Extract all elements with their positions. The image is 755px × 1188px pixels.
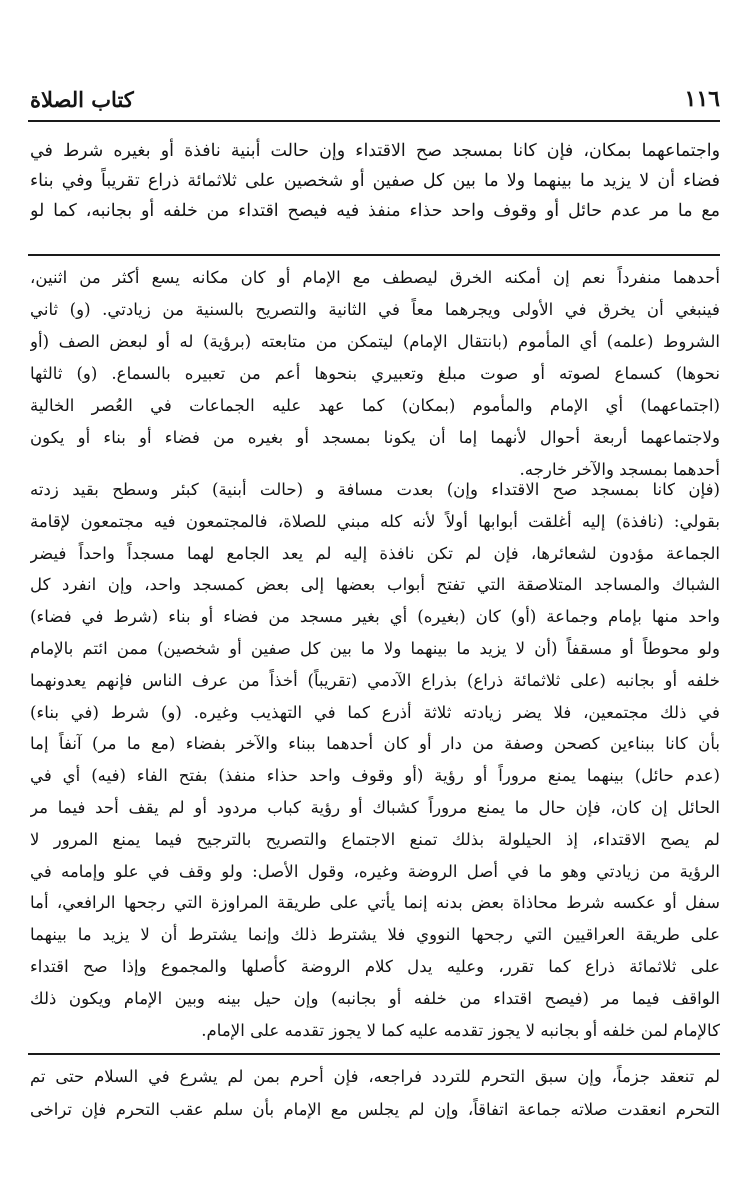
matn-line: واجتماعهما بمكان، فإن كانا بمسجد صح الاقتداء وإن حالت أبنية نافذة أو بغيره شرط في bbox=[30, 141, 720, 161]
footnote-line: التحرم انعقدت صلاته جماعة اتفاقاً، وإن لم يجلس مع الإمام بأن سلم عقب التحرم فإن تراخى bbox=[30, 1100, 720, 1119]
matn-line: فضاء أن لا يزيد ما بينهما ولا ما بين كل صفين أو شخصين على ثلاثمائة ذراع تقريباً وفي بناء bbox=[30, 171, 720, 191]
commentary-line: خلفه أو بجانبه (على ثلاثمائة ذراع) بذراع الآدمي (تقريباً) أخذاً من عرف الناس فإنهم يعدونهما bbox=[30, 670, 720, 690]
commentary-line: ولو محوطاً أو مسقفاً (أن لا يزيد ما بينهما ولا ما بين كل صفين أو شخصين) ممن ائتم بالإمام bbox=[30, 638, 720, 658]
matn-divider-rule bbox=[28, 254, 720, 256]
page-header bbox=[30, 84, 720, 114]
commentary-line: بأن كانا ببناءين كصحن وصفة من دار أو كان أحدهما ببناء والآخر بفضاء (مع ما مر) آنفاً إما bbox=[30, 734, 720, 754]
commentary-line: أحدهما بمسجد والآخر خارجه. bbox=[519, 460, 720, 479]
commentary-section-2 bbox=[30, 474, 720, 1046]
commentary-line: فينبغي أن يخرق في الأولى ويجرهما معاً في الثانية والتصريح بالسنية من زيادتي. (و) ثاني bbox=[30, 300, 720, 319]
page-number: ١١٦ bbox=[684, 86, 720, 112]
commentary-line: الجماعة مؤدون لشعائرها، فإن لم تكن نافذة إليه لم يعد الجامع لهما مسجداً واحداً فيضر bbox=[30, 543, 720, 563]
matn-line: مع ما مر عدم حائل أو وقوف واحد حذاء منفذ فيه فيصح اقتداء من خلفه أو بجانبه، كما لو bbox=[30, 201, 720, 221]
commentary-line: على طريقة العراقيين التي رجحها النووي فلا يشترط ذلك وإنما يشترط أن لا يزيد ما بينهما bbox=[30, 925, 720, 945]
commentary-line: الشروط (علمه) أي المأموم (بانتقال الإمام) ليتمكن من متابعته (برؤية) له أو لبعض الصف (أو bbox=[30, 332, 720, 351]
commentary-section-1 bbox=[30, 262, 720, 486]
commentary-line: بقولي: (نافذة) إليه أغلقت أبوابها أولاً لأنه كله مبني للصلاة، فالمجتمعون فيه مجتمعون لإقامة bbox=[30, 511, 720, 531]
commentary-line: (اجتماعهما) أي الإمام والمأموم (بمكان) كما عهد عليه الجماعات في العُصر الخالية bbox=[30, 396, 720, 415]
footnote-section bbox=[30, 1060, 720, 1126]
commentary-line: (عدم حائل) بينهما يمنع مروراً أو رؤية (أو وقوف واحد حذاء منفذ) بفتح الفاء (فيه) أي في bbox=[30, 766, 720, 786]
commentary-line: في ذلك مجتمعين، فلا يضر زيادته ثلاثة أذرع كما في التهذيب وغيره. (و) شرط (في بناء) bbox=[30, 702, 720, 722]
commentary-line: الرؤية من زيادتي وهو ما في أصل الروضة وغيره، وقول الأصل: ولو وقف في علو وإمامه في bbox=[30, 861, 720, 881]
commentary-line: لم يصح الاقتداء، إذ الحيلولة بذلك تمنع الاجتماع والتصريح بالترجيح فيما يمنع المرور لا bbox=[30, 829, 720, 849]
commentary-line: نحوها) كسماع لصوته أو صوت مبلغ وتعبيري بنحوها أعم من تعبيره بالسماع. (و) ثالثها bbox=[30, 364, 720, 383]
commentary-line: واحد منها بإمام وجماعة (أو) كان (بغيره) أي بغير مسجد من فضاء أو بناء (شرط في فضاء) bbox=[30, 607, 720, 627]
footnote-divider-rule bbox=[28, 1053, 720, 1055]
footnote-line: لم تنعقد جزماً، وإن سبق التحرم للتردد فراجعه، فإن أحرم بمن لم يشرع في السلام حتى تم bbox=[30, 1067, 720, 1086]
header-rule bbox=[28, 120, 720, 122]
commentary-line: كالإمام لمن خلفه أو بجانبه لا يجوز تقدمه عليه كما لا يجوز تقدمه على الإمام. bbox=[201, 1020, 720, 1040]
commentary-line: الحائل إن كان، فإن حال ما يمنع مروراً كشباك أو رؤية كباب مردود أو لم يقف أحد فيما مر bbox=[30, 797, 720, 817]
commentary-line: على ثلاثمائة ذراع كما تقرر، وعليه يدل كلام الروضة كأصلها والمجموع وإذا صح اقتداء bbox=[30, 956, 720, 976]
book-title: كتاب الصلاة bbox=[30, 86, 134, 112]
commentary-line: الواقف فيما مر (فيصح اقتداء من خلفه أو بجانبه) وإن حيل بينه وبين الإمام ويكون ذلك bbox=[30, 988, 720, 1008]
matn-text bbox=[30, 136, 720, 226]
commentary-line: الشباك والمساجد المتلاصقة التي تفتح أبواب بعضها إلى بعض كمسجد واحد، وإن انفرد كل bbox=[30, 575, 720, 595]
commentary-line: أحدهما منفرداً نعم إن أمكنه الخرق ليصطف مع الإمام أو كان مكانه يسع أكثر من اثنين، bbox=[30, 268, 720, 287]
commentary-line: سفل أو عكسه شرط محاذاة بعض بدنه إنما يأتي على طريقة المراوزة التي رجحها الرافعي، أما bbox=[30, 893, 720, 913]
commentary-line: ولاجتماعهما أربعة أحوال لأنهما إما أن يكونا بمسجد أو بغيره من فضاء أو بناء أو يكون bbox=[30, 428, 720, 447]
commentary-line: (فإن كانا بمسجد صح الاقتداء وإن) بعدت مسافة و (حالت أبنية) كبئر وسطح بقيد زدته bbox=[30, 480, 720, 499]
